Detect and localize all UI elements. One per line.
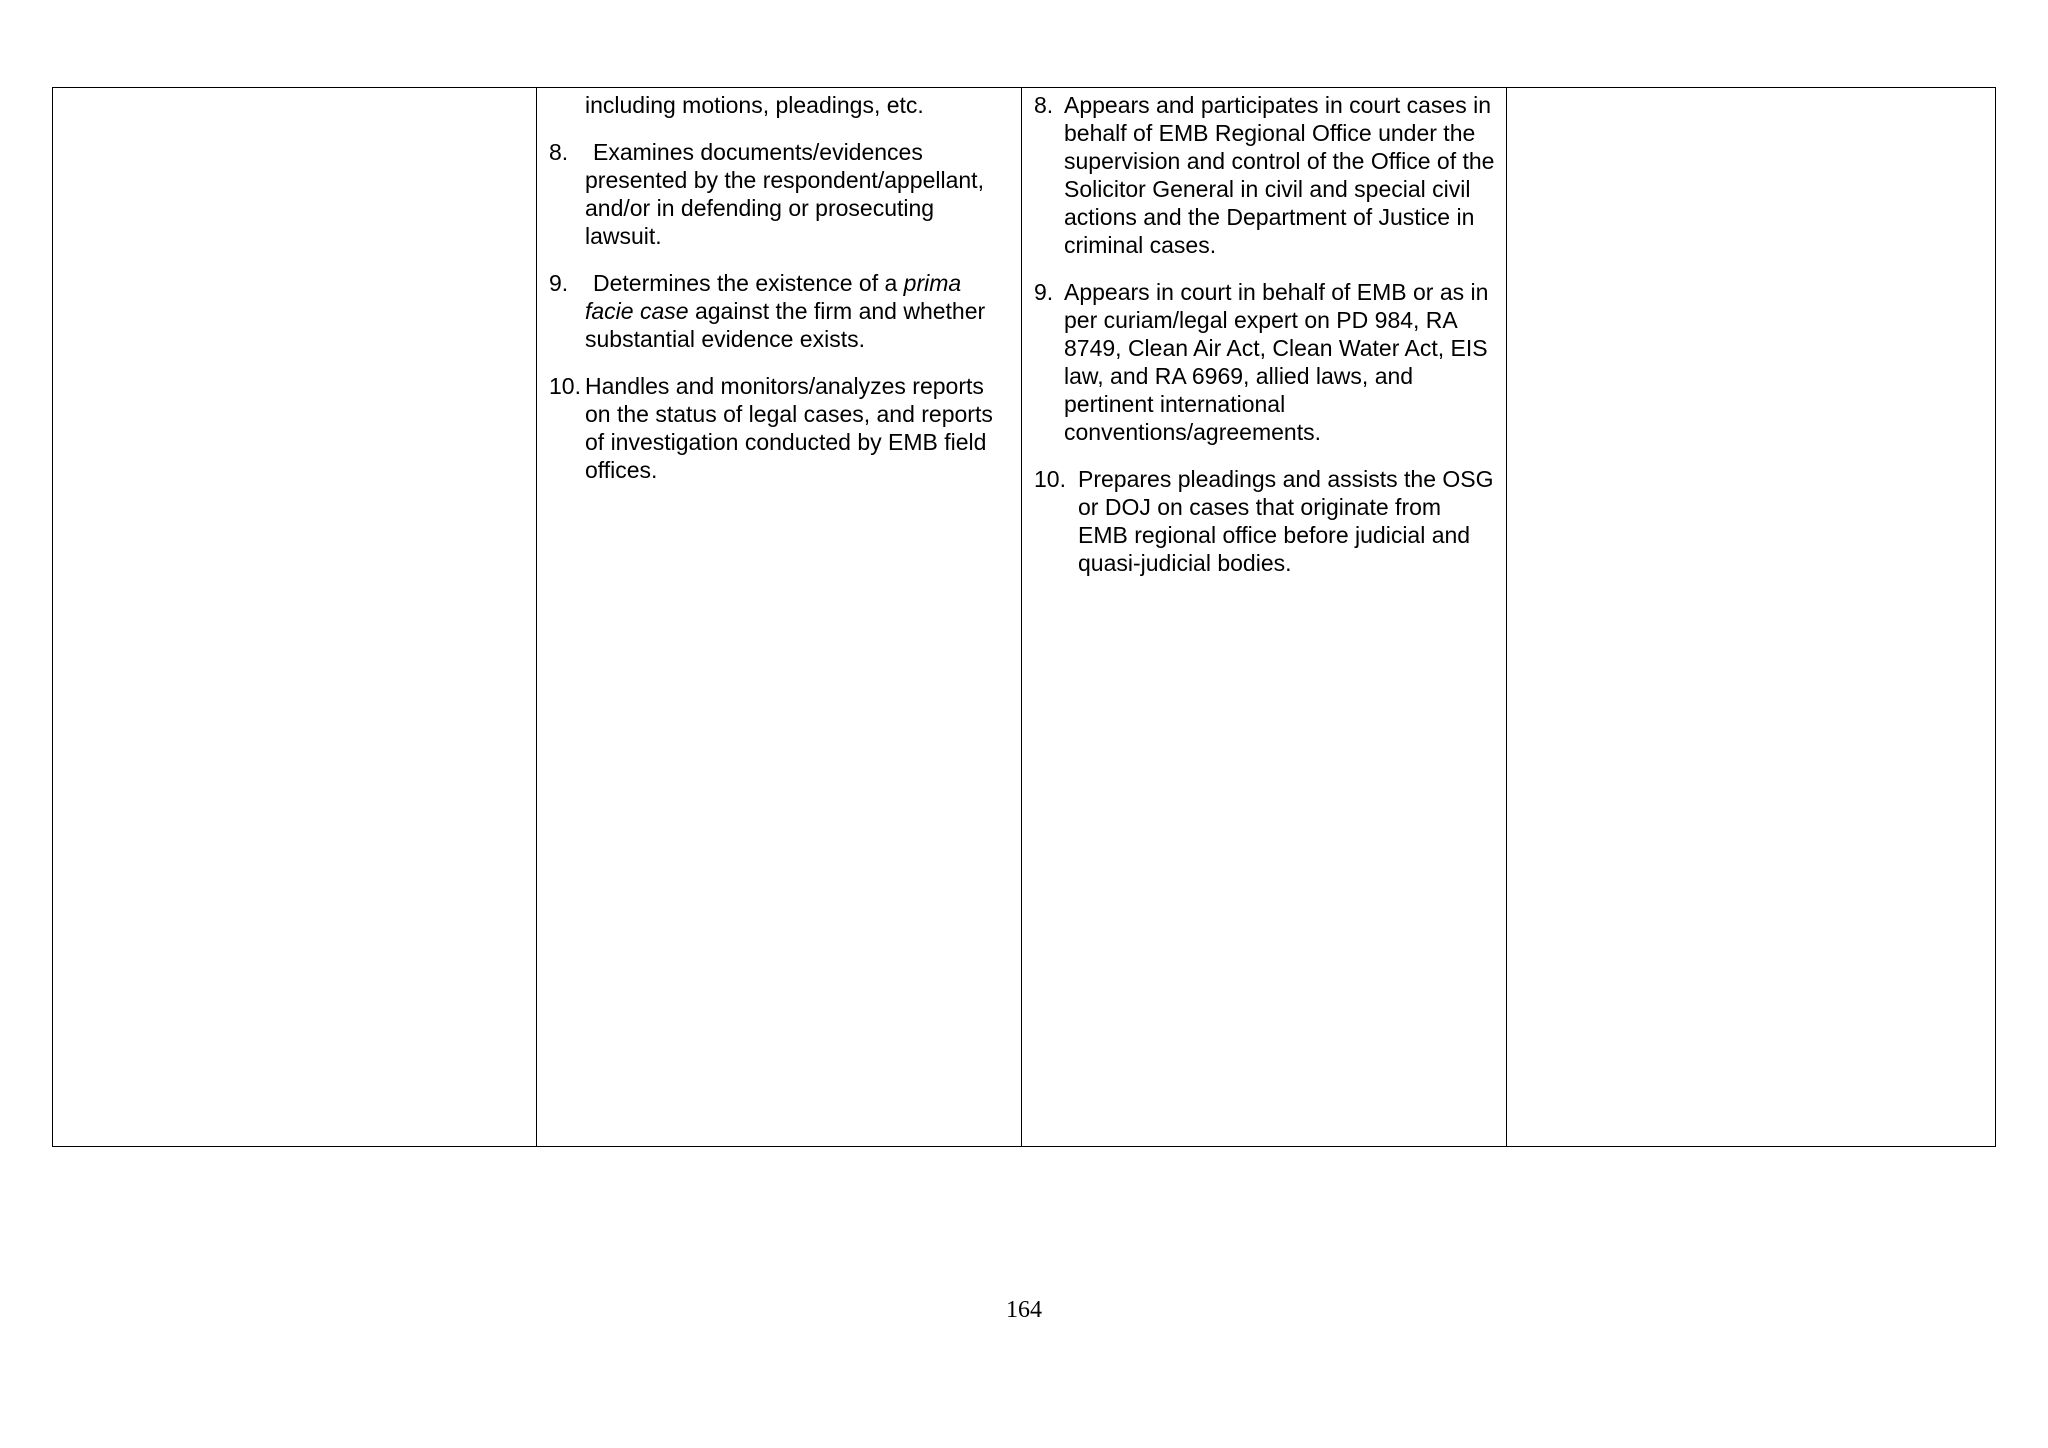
- list-item: [1034, 278, 1496, 446]
- list-item: [1034, 465, 1496, 577]
- table-column-4: [1507, 88, 1995, 1146]
- list-item-number: 10.: [549, 373, 581, 399]
- list-item-text: [585, 269, 1011, 353]
- list-item-number: 9.: [1034, 279, 1054, 305]
- list-item: [549, 372, 1011, 484]
- list-item-text: Prepares pleadings and assists the OSG or DOJ on cases that originate from EMB regional office before judicial and quasi-judicial bodies.: [1078, 466, 1494, 576]
- list-item-text: Appears in court in behalf of EMB or as in per curiam/legal expert on PD 984, RA 8749, Clean Air Act, Clean Water Act, EIS law, and RA 6969, allied laws, and pertinent international conventions/agreements.: [1064, 279, 1489, 445]
- table-column-1: [53, 88, 537, 1146]
- list-item-number: 8.: [549, 139, 569, 165]
- list-item-number: 10.: [1034, 466, 1066, 492]
- italic-term: prima facie case: [585, 270, 962, 324]
- list-item: [549, 269, 1011, 353]
- table-column-3: [1022, 88, 1507, 1146]
- document-table: [52, 87, 1996, 1147]
- list-item-text: Appears and participates in court cases in behalf of EMB Regional Office under the supervision and control of the Office of the Solicitor General in civil and special civil actions and the Department of Justice in criminal cases.: [1064, 92, 1495, 258]
- page-number: 164: [1006, 1297, 1042, 1323]
- continued-text: including motions, pleadings, etc.: [585, 92, 924, 118]
- table-column-2: [537, 88, 1022, 1146]
- list-item-text-after: against the firm and whether substantial evidence exists.: [585, 298, 986, 352]
- list-item: [1034, 91, 1496, 259]
- list-item: [549, 138, 1011, 250]
- list-item-number: 9.: [549, 270, 569, 296]
- list-item-text: Handles and monitors/analyzes reports on the status of legal cases, and reports of investigation conducted by EMB field offices.: [585, 373, 993, 483]
- list-item-text-before: Determines the existence of a: [593, 270, 904, 296]
- list-item-number: 8.: [1034, 92, 1054, 118]
- list-item-text: Examines documents/evidences presented by the respondent/appellant, and/or in defending or prosecuting lawsuit.: [585, 139, 984, 249]
